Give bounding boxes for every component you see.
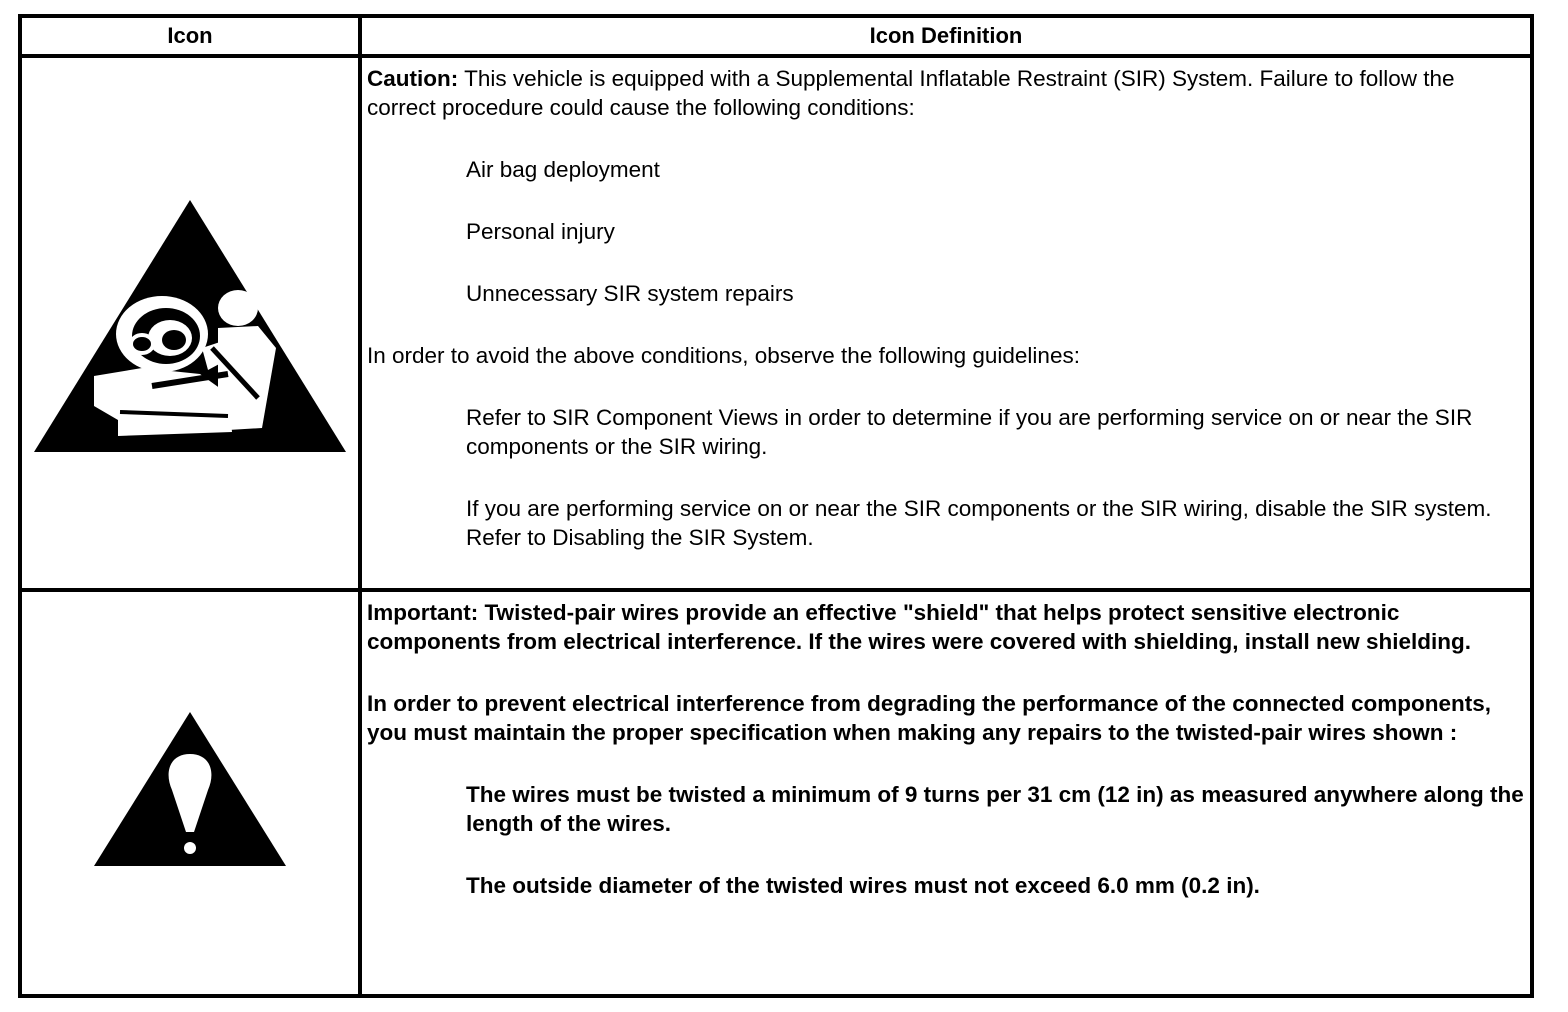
sir-airbag-warning-icon bbox=[22, 198, 358, 459]
exclamation-warning-icon bbox=[22, 710, 358, 873]
condition-item: Personal injury bbox=[466, 219, 615, 245]
condition-item: Unnecessary SIR system repairs bbox=[466, 281, 794, 307]
table-row bbox=[20, 590, 1532, 996]
guidelines-intro: In order to avoid the above conditions, observe the following guidelines: bbox=[367, 343, 1080, 369]
header-icon-definition: Icon Definition bbox=[360, 16, 1532, 56]
header-icon: Icon bbox=[20, 16, 360, 56]
guideline-item: If you are performing service on or near the SIR components or the SIR wiring, disable the SIR system. Refer to Disabling the SIR System. bbox=[466, 496, 1492, 551]
icon-cell bbox=[20, 590, 360, 996]
sir-caution-definition bbox=[362, 58, 1530, 552]
definition-cell bbox=[360, 56, 1532, 590]
table-row bbox=[20, 56, 1532, 590]
definition-cell bbox=[360, 590, 1532, 996]
table-header-row bbox=[20, 16, 1532, 56]
icon-definition-table bbox=[18, 14, 1534, 998]
caution-text bbox=[367, 64, 1524, 122]
important-text: Important: Twisted-pair wires provide an effective "shield" that helps protect sensitive electronic components from electrical interference. If the wires were covered with shielding, install new shielding. bbox=[367, 599, 1472, 654]
spec-item: The outside diameter of the twisted wires must not exceed 6.0 mm (0.2 in). bbox=[466, 872, 1260, 898]
icon-cell bbox=[20, 56, 360, 590]
guideline-item: Refer to SIR Component Views in order to determine if you are performing service on or near the SIR components or the SIR wiring. bbox=[466, 405, 1473, 460]
condition-item: Air bag deployment bbox=[466, 157, 660, 183]
twisted-pair-paragraph: In order to prevent electrical interference from degrading the performance of the connected components, you must maintain the proper specification when making any repairs to the twisted-pair wires shown : bbox=[367, 690, 1491, 745]
caution-body: This vehicle is equipped with a Supplemental Inflatable Restraint (SIR) System. Failure to follow the correct procedure could cause the following conditions: bbox=[367, 66, 1455, 121]
important-definition bbox=[362, 592, 1530, 900]
caution-label: Caution: bbox=[367, 66, 459, 92]
spec-item: The wires must be twisted a minimum of 9 turns per 31 cm (12 in) as measured anywhere along the length of the wires. bbox=[466, 781, 1524, 836]
